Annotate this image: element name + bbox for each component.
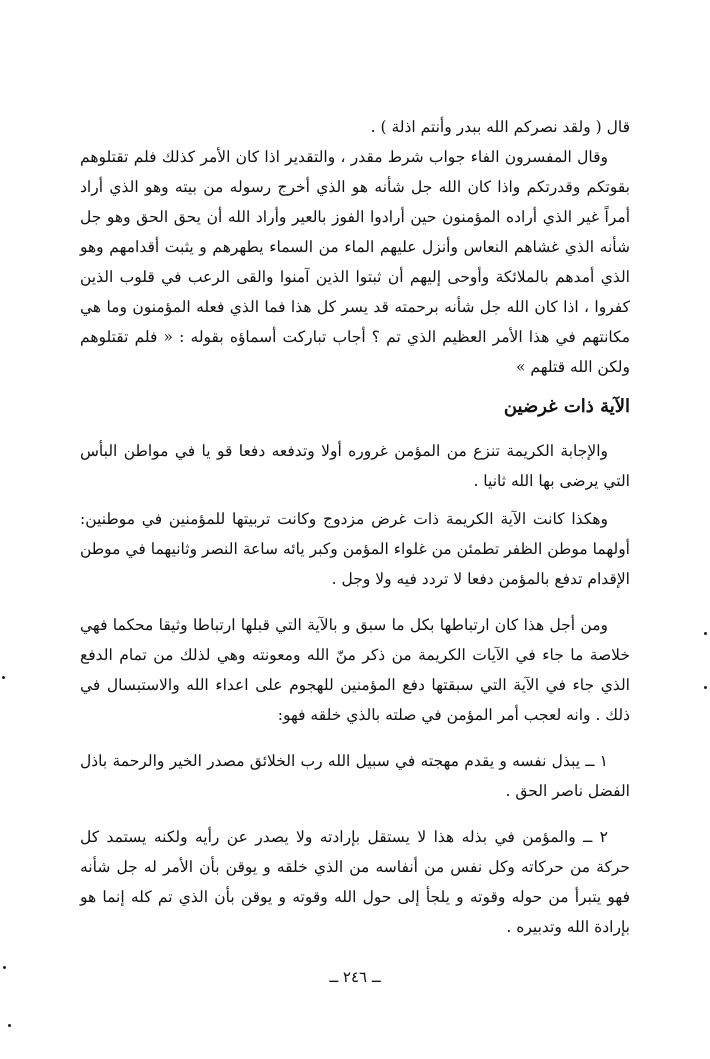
margin-dot bbox=[8, 1024, 11, 1027]
margin-dot bbox=[704, 632, 707, 635]
point-two-paragraph: ٢ ــ والمؤمن في بذله هذا لا يستقل بإرادته ولا يصدر عن رأيه ولكنه يستمد كل حركة من حركاته وكل نفس من أنفاسه من الذي خلقه و يوقن بأن الأمر له جل شأنه فهو يتبرأ من حوله وقوته و يلجأ إلى حول الله وقوته و يوقن بأن الذي تم كله إنما هو بإرادة الله وتدبيره . bbox=[80, 828, 630, 936]
quote-paragraph: قال ( ولقد نصركم الله ببدر وأنتم اذلة ) . bbox=[370, 118, 630, 136]
dual-purpose-paragraph: وهكذا كانت الآية الكريمة ذات غرض مزدوج وكانت تربيتها للمؤمنين في موطنين: أولهما موطن الظفر تطمئن من غلواء المؤمن وكبر يائه ساعة النصر وثانيهما في موطن الإقدام تدفع بالمؤمن دفعا لا تردد فيه ولا وجل . bbox=[80, 510, 630, 588]
margin-dot bbox=[3, 966, 6, 969]
answer-paragraph: والإجابة الكريمة تنزع من المؤمن غروره أولا وتدفعه دفعا قو يا في مواطن البأس التي يرضى بها الله ثانيا . bbox=[80, 442, 630, 490]
section-heading: الآية ذات غرضين bbox=[503, 396, 630, 417]
page-body bbox=[80, 112, 630, 1012]
point-one-paragraph: ١ ــ يبذل نفسه و يقدم مهجته في سبيل الله رب الخلائق مصدر الخير والرحمة باذل الفضل ناصر الحق . bbox=[80, 752, 630, 800]
commentary-paragraph: وقال المفسرون الفاء جواب شرط مقدر ، والتقدير اذا كان الأمر كذلك فلم تقتلوهم بقوتكم وقدرتكم واذا كان الله جل شأنه هو الذي أخرج رسوله من بيته وهو الذي أراد أمراً غير الذي أراده المؤمنون حين أرادوا الفوز بالعير وأراد الله أن يحق الحق وهو جل شأنه الذي غشاهم النعاس وأنزل عليهم الماء من السماء يطهرهم و يثبت أقدامهم وهو الذي أمدهم بالملائكة وأوحى إليهم أن ثبتوا الذين آمنوا والقى الرعب في قلوب الذين كفروا ، اذا كان الله جل شأنه برحمته قد يسر كل هذا فما الذي فعله المؤمنون وما هي مكانتهم في هذا الأمر العظيم الذي تم ؟ أجاب تباركت أسماؤه بقوله : « فلم تقتلوهم ولكن الله قتلهم » bbox=[80, 148, 630, 376]
margin-dot bbox=[2, 676, 5, 679]
connection-paragraph: ومن أجل هذا كان ارتباطها بكل ما سبق و بالآية التي قبلها ارتباطا وثيقا محكما فهي خلاصة ما جاء في الآيات الكريمة من ذكر منّ الله ومعونته وهي لذلك من تمام الدفع الذي جاء في الآية التي سبقتها دفع المؤمنين للهجوم على اعداء الله والاستبسال في ذلك . وانه لعجب أمر المؤمن في صلته بالذي خلقه فهو: bbox=[80, 616, 630, 724]
page-number: ــ ٢٤٦ ــ bbox=[329, 968, 381, 986]
margin-dot bbox=[704, 686, 707, 689]
